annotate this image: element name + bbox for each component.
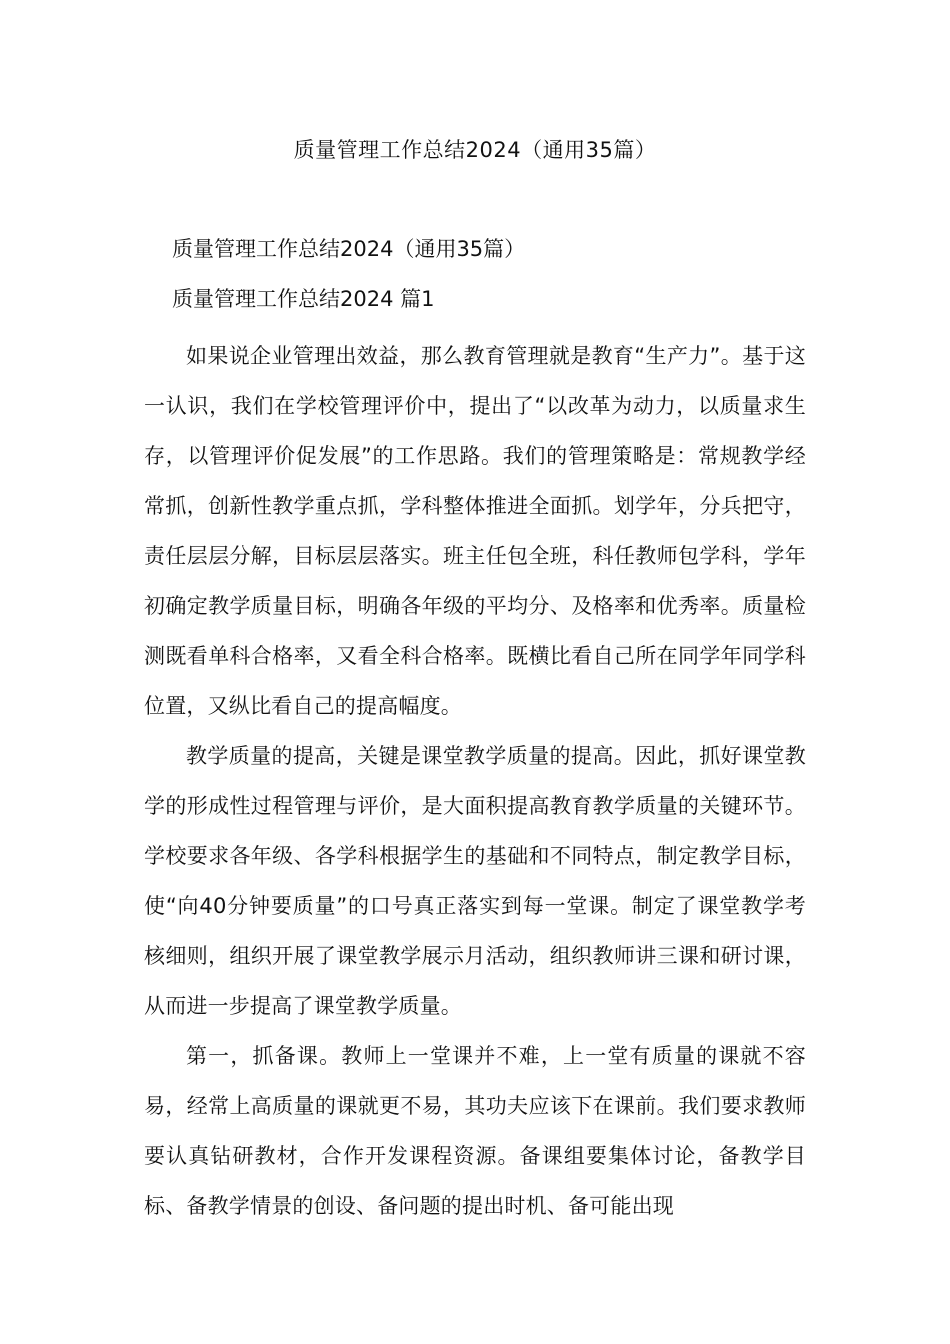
document-title: 质量管理工作总结2024（通用35篇） <box>293 138 657 162</box>
paragraph-2: 教学质量的提高，关键是课堂教学质量的提高。因此，抓好课堂教学的形成性过程管理与评价，是大面积提高教育教学质量的关键环节。学校要求各年级、各学科根据学生的基础和不同特点，制定教学目标，使“向40分钟要质量”的口号真正落实到每一堂课。制定了课堂教学考核细则，组织开展了课堂教学展示月活动，组织教师讲三课和研讨课，从而进一步提高了课堂教学质量。 <box>144 744 806 1018</box>
paragraph-3: 第一，抓备课。教师上一堂课并不难，上一堂有质量的课就不容易，经常上高质量的课就更不易，其功夫应该下在课前。我们要求教师要认真钻研教材，合作开发课程资源。备课组要集体讨论，备教学目标、备教学情景的创设、备问题的提出时机、备可能出现 <box>144 1044 806 1218</box>
paragraph-1: 如果说企业管理出效益，那么教育管理就是教育“生产力”。基于这一认识，我们在学校管理评价中，提出了“以改革为动力，以质量求生存，以管理评价促发展”的工作思路。我们的管理策略是：常规教学经常抓，创新性教学重点抓，学科整体推进全面抓。划学年，分兵把守，责任层层分解，目标层层落实。班主任包全班，科任教师包学科，学年初确定教学质量目标，明确各年级的平均分、及格率和优秀率。质量检测既看单科合格率，又看全科合格率。既横比看自己所在同学年同学科位置，又纵比看自己的提高幅度。 <box>144 344 806 718</box>
section-heading: 质量管理工作总结2024 篇1 <box>172 287 435 311</box>
document-body <box>144 331 806 1231</box>
document-subtitle: 质量管理工作总结2024（通用35篇） <box>172 237 526 261</box>
